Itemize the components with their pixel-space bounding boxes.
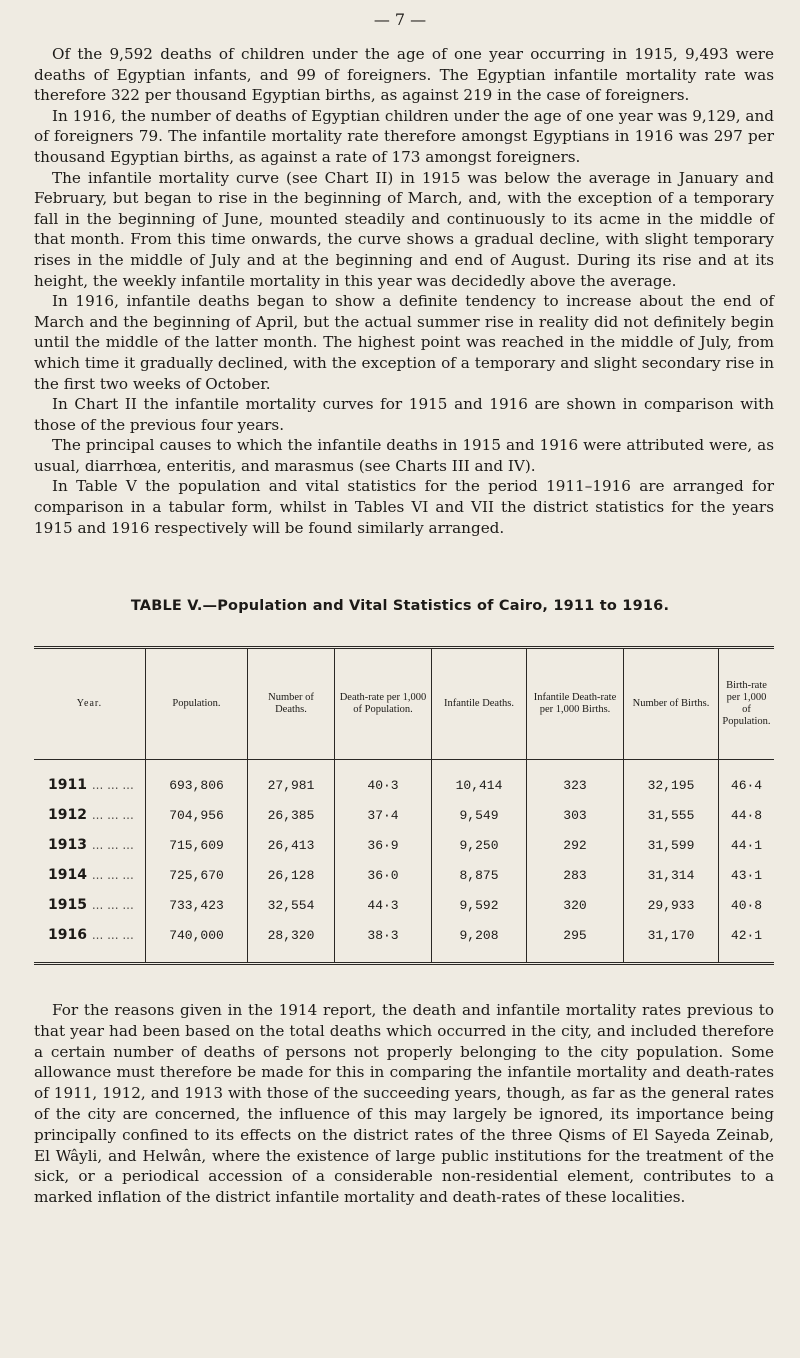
births-cell: 31,599 xyxy=(624,830,719,860)
dot-leader: ... ... ... xyxy=(91,838,134,852)
deaths-cell: 26,128 xyxy=(248,860,335,890)
death-rate-cell: 37·4 xyxy=(335,800,432,830)
population-cell: 733,423 xyxy=(146,890,248,920)
vital-statistics-table xyxy=(34,646,774,965)
infantile-deaths-cell: 9,208 xyxy=(432,920,527,964)
year-value: 1912 xyxy=(48,807,87,823)
birth-rate-cell: 44·1 xyxy=(719,830,775,860)
death-rate-cell: 40·3 xyxy=(335,760,432,801)
column-header-births: Number of Births. xyxy=(624,648,719,760)
infantile-death-rate-cell: 320 xyxy=(527,890,624,920)
table-row xyxy=(34,800,774,830)
dot-leader: ... ... ... xyxy=(91,868,134,882)
deaths-cell: 27,981 xyxy=(248,760,335,801)
death-rate-cell: 36·0 xyxy=(335,860,432,890)
column-header-deaths: Number of Deaths. xyxy=(248,648,335,760)
year-cell xyxy=(34,760,146,801)
deaths-cell: 32,554 xyxy=(248,890,335,920)
births-cell: 32,195 xyxy=(624,760,719,801)
year-value: 1915 xyxy=(48,897,87,913)
column-header-infantile-deaths: Infantile Deaths. xyxy=(432,648,527,760)
infantile-death-rate-cell: 323 xyxy=(527,760,624,801)
death-rate-cell: 44·3 xyxy=(335,890,432,920)
dot-leader: ... ... ... xyxy=(91,808,134,822)
death-rate-cell: 38·3 xyxy=(335,920,432,964)
birth-rate-cell: 44·8 xyxy=(719,800,775,830)
paragraph: In Chart II the infantile mortality curves for 1915 and 1916 are shown in comparison with those of the previous four years. xyxy=(34,395,774,434)
infantile-death-rate-cell: 283 xyxy=(527,860,624,890)
table-row xyxy=(34,890,774,920)
body-text xyxy=(34,44,774,538)
table-row xyxy=(34,860,774,890)
births-cell: 31,314 xyxy=(624,860,719,890)
dot-leader: ... ... ... xyxy=(91,898,134,912)
births-cell: 31,555 xyxy=(624,800,719,830)
infantile-death-rate-cell: 295 xyxy=(527,920,624,964)
paragraph: The infantile mortality curve (see Chart II) in 1915 was below the average in January and February, but began to rise in the beginning of March, and, with the exception of a temporary fall in the beginning of June, mounted steadily and continuously to its acme in the middle of that month. From this time onwards, the curve shows a gradual decline, with slight temporary rises in the middle of July and at the beginning and end of August. During its rise and at its height, the weekly infantile mortality in this year was decidedly above the average. xyxy=(34,168,774,290)
infantile-death-rate-cell: 303 xyxy=(527,800,624,830)
year-value: 1913 xyxy=(48,837,87,853)
year-value: 1911 xyxy=(48,777,87,793)
year-value: 1914 xyxy=(48,867,87,883)
births-cell: 29,933 xyxy=(624,890,719,920)
page-number: — 7 — xyxy=(373,10,427,29)
infantile-death-rate-cell: 292 xyxy=(527,830,624,860)
column-header-death-rate: Death-rate per 1,000 of Population. xyxy=(335,648,432,760)
infantile-deaths-cell: 9,549 xyxy=(432,800,527,830)
population-cell: 704,956 xyxy=(146,800,248,830)
year-cell xyxy=(34,860,146,890)
dot-leader: ... ... ... xyxy=(91,928,134,942)
column-header-year: Year. xyxy=(34,648,146,760)
population-cell: 715,609 xyxy=(146,830,248,860)
year-cell xyxy=(34,830,146,860)
paragraph: The principal causes to which the infantile deaths in 1915 and 1916 were attributed were, as usual, diarrhœa, enteritis, and marasmus (see Charts III and IV). xyxy=(34,436,774,475)
paragraph: Of the 9,592 deaths of children under the age of one year occurring in 1915, 9,493 were deaths of Egyptian infants, and 99 of foreigners. The Egyptian infantile mortality rate was therefore 322 per thousand Egyptian births, as against 219 in the case of foreigners. xyxy=(34,45,774,105)
column-header-birth-rate: Birth-rate per 1,000 of Population. xyxy=(719,648,775,760)
closing-paragraph: For the reasons given in the 1914 report, the death and infantile mortality rates previous to that year had been based on the total deaths which occurred in the city, and included therefore a certain number of deaths of persons not properly belonging to the city population. Some allowance must therefore be made for this in comparing the infantile mortality and death-rates of 1911, 1912, and 1913 with those of the succeeding years, though, as far as the general rates of the city are concerned, the influence of this may largely be ignored, its importance being principally confined to its effects on the district rates of the three Qisms of El Sayeda Zeinab, El Wâyli, and Helwân, where the existence of large public institutions for the treatment of the sick, or a periodical accession of a considerable non-residential element, contributes to a marked inflation of the district infantile mortality and death-rates of these localities. xyxy=(34,1001,774,1207)
population-cell: 740,000 xyxy=(146,920,248,964)
population-cell: 725,670 xyxy=(146,860,248,890)
death-rate-cell: 36·9 xyxy=(335,830,432,860)
deaths-cell: 26,413 xyxy=(248,830,335,860)
paragraph: In 1916, the number of deaths of Egyptian children under the age of one year was 9,129, and of foreigners 79. The infantile mortality rate therefore amongst Egyptians in 1916 was 297 per thousand Egyptian births, as against a rate of 173 amongst foreigners. xyxy=(34,106,774,166)
column-header-population: Population. xyxy=(146,648,248,760)
table-row xyxy=(34,830,774,860)
paragraph: In 1916, infantile deaths began to show a definite tendency to increase about the end of March and the beginning of April, but the actual summer rise in reality did not definitely begin until the middle of the latter month. The highest point was reached in the middle of July, from which time it gradually declined, with the exception of a temporary and slight secondary rise in the first two weeks of October. xyxy=(34,292,774,393)
table-header-row xyxy=(34,648,774,760)
dot-leader: ... ... ... xyxy=(91,778,134,792)
population-cell: 693,806 xyxy=(146,760,248,801)
table-row xyxy=(34,920,774,964)
table-title: TABLE V.—Population and Vital Statistics of Cairo, 1911 to 1916. xyxy=(130,598,670,614)
table-row xyxy=(34,760,774,801)
birth-rate-cell: 40·8 xyxy=(719,890,775,920)
year-value: 1916 xyxy=(48,927,87,943)
births-cell: 31,170 xyxy=(624,920,719,964)
year-cell xyxy=(34,890,146,920)
deaths-cell: 28,320 xyxy=(248,920,335,964)
infantile-deaths-cell: 9,592 xyxy=(432,890,527,920)
infantile-deaths-cell: 10,414 xyxy=(432,760,527,801)
year-cell xyxy=(34,800,146,830)
infantile-deaths-cell: 8,875 xyxy=(432,860,527,890)
paragraph: In Table V the population and vital statistics for the period 1911–1916 are arranged for comparison in a tabular form, whilst in Tables VI and VII the district statistics for the years 1915 and 1916 respectively will be found similarly arranged. xyxy=(34,477,774,537)
deaths-cell: 26,385 xyxy=(248,800,335,830)
year-cell xyxy=(34,920,146,964)
birth-rate-cell: 43·1 xyxy=(719,860,775,890)
infantile-deaths-cell: 9,250 xyxy=(432,830,527,860)
birth-rate-cell: 46·4 xyxy=(719,760,775,801)
column-header-infantile-death-rate: Infantile Death-rate per 1,000 Births. xyxy=(527,648,624,760)
birth-rate-cell: 42·1 xyxy=(719,920,775,964)
